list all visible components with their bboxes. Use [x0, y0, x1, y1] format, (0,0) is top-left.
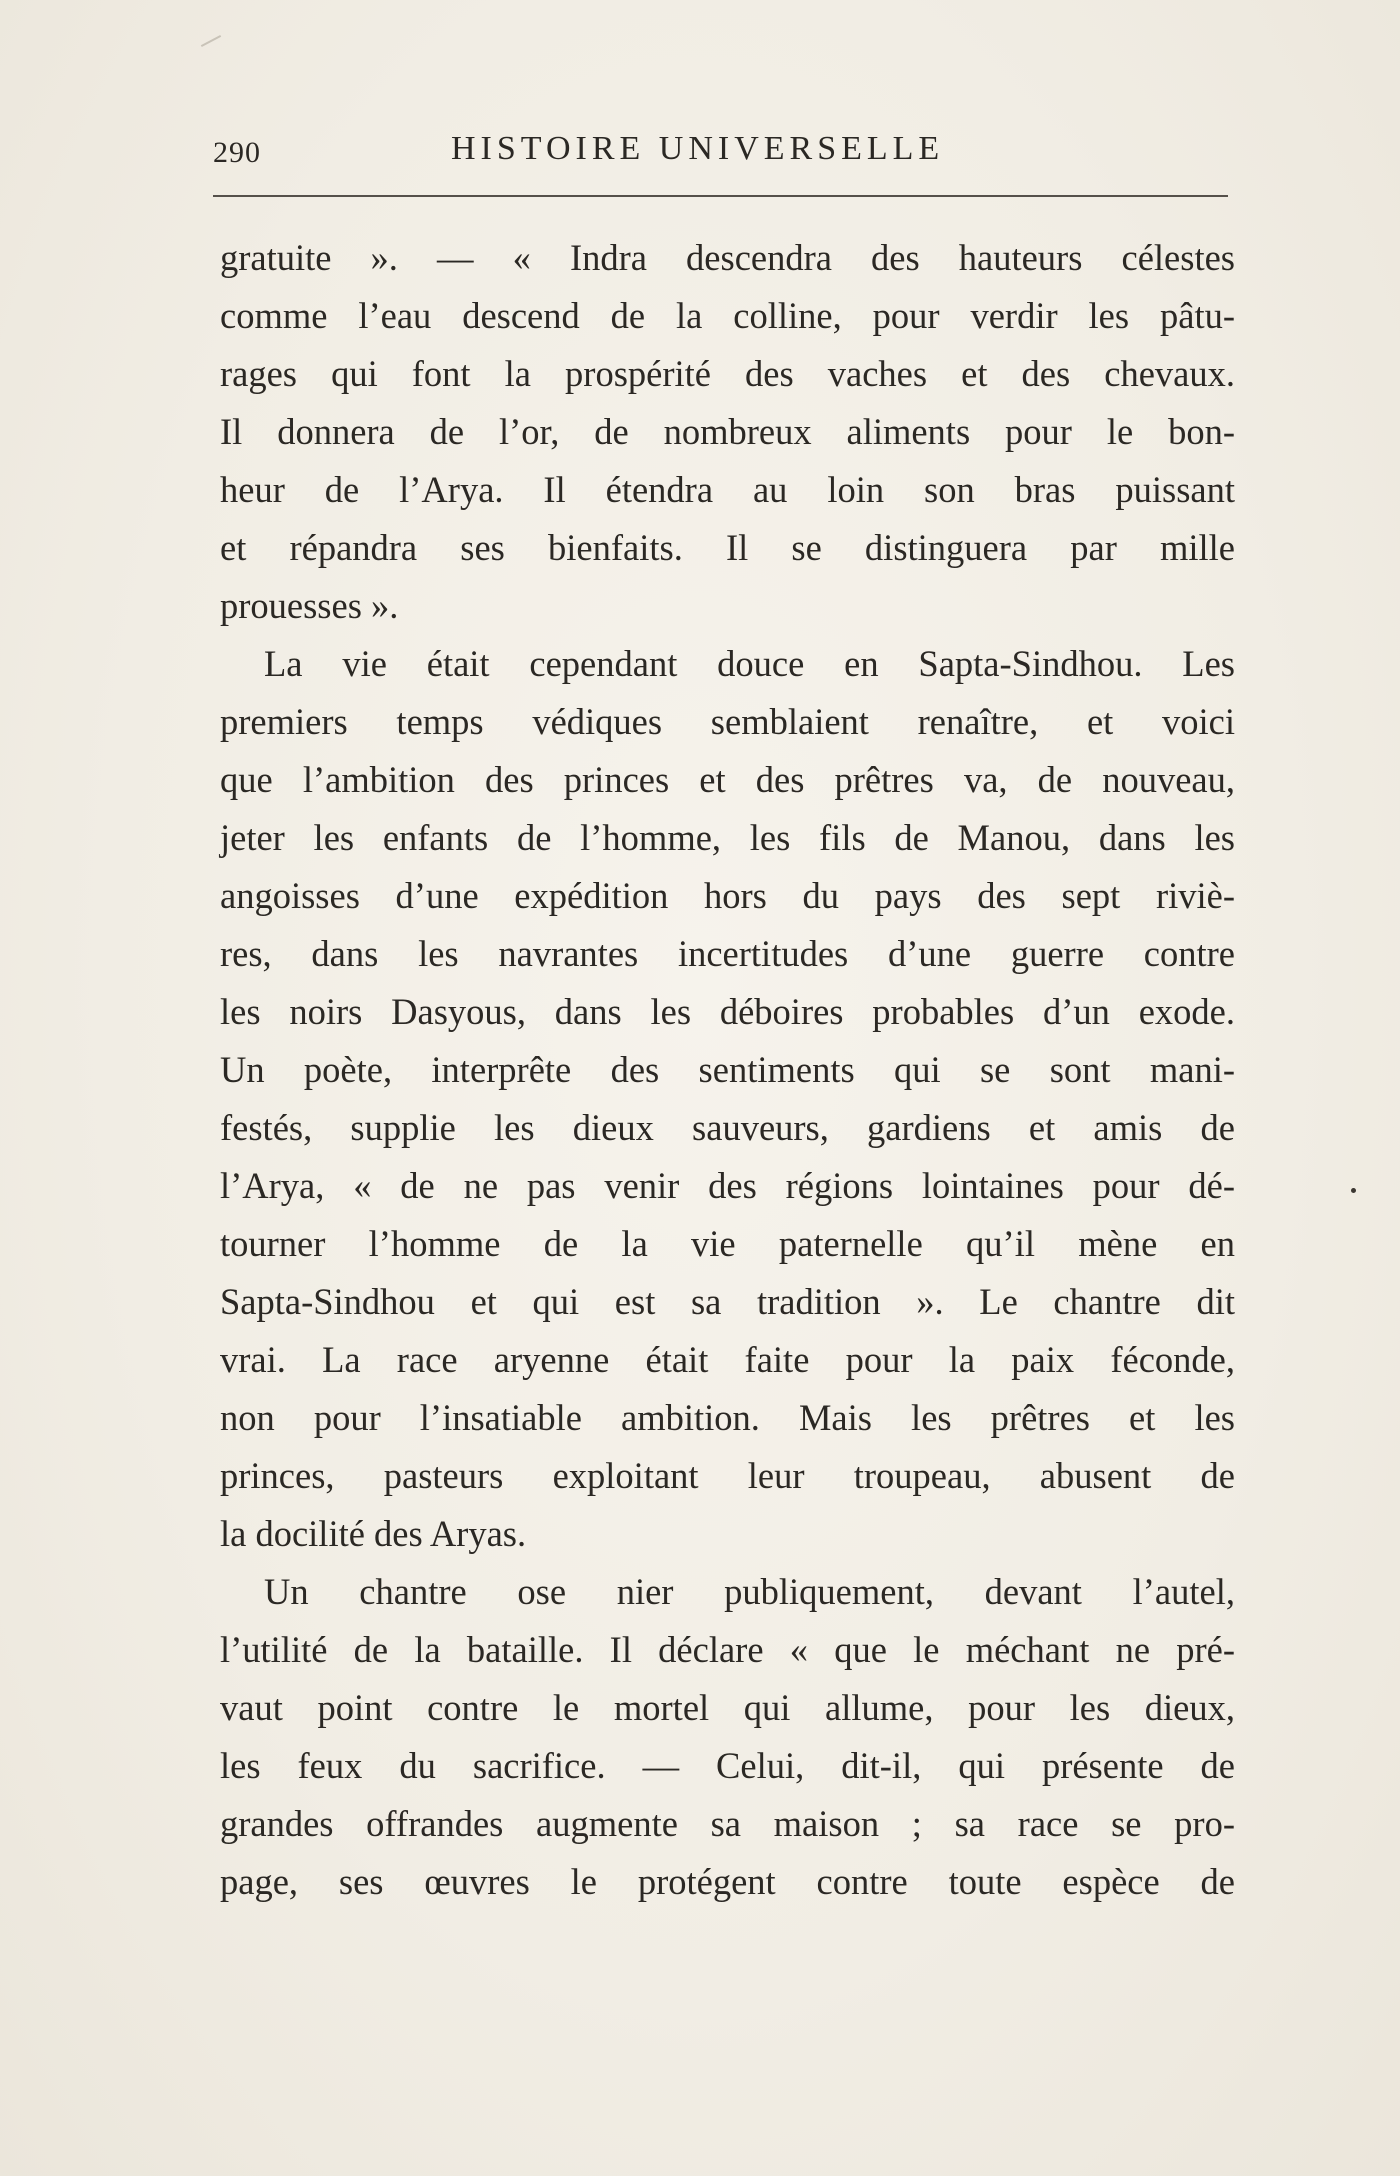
- text-line: page, ses œuvres le protégent contre toute espèce de: [220, 1861, 1235, 1902]
- text-line: res, dans les navrantes incertitudes d’une guerre contre: [220, 933, 1235, 974]
- text-line: comme l’eau descend de la colline, pour verdir les pâtu-: [220, 295, 1235, 336]
- text-line: l’utilité de la bataille. Il déclare « que le méchant ne pré-: [220, 1629, 1235, 1670]
- text-line: premiers temps védiques semblaient renaître, et voici: [220, 701, 1235, 742]
- text-line: prouesses ».: [220, 585, 399, 626]
- text-line: et répandra ses bienfaits. Il se distinguera par mille: [220, 527, 1235, 568]
- text-line: jeter les enfants de l’homme, les fils de Manou, dans les: [220, 817, 1235, 858]
- text-line: gratuite ». — « Indra descendra des hauteurs célestes: [220, 237, 1235, 278]
- text-line: la docilité des Aryas.: [220, 1513, 527, 1554]
- text-line: heur de l’Arya. Il étendra au loin son bras puissant: [220, 469, 1235, 510]
- text-line: non pour l’insatiable ambition. Mais les prêtres et les: [220, 1397, 1235, 1438]
- text-line: princes, pasteurs exploitant leur troupeau, abusent de: [220, 1455, 1235, 1496]
- text-line: l’Arya, « de ne pas venir des régions lointaines pour dé-: [220, 1165, 1235, 1206]
- running-title: HISTOIRE UNIVERSELLE: [451, 130, 945, 167]
- text-line: grandes offrandes augmente sa maison ; sa race se pro-: [220, 1803, 1235, 1844]
- text-line: festés, supplie les dieux sauveurs, gardiens et amis de: [220, 1107, 1235, 1148]
- page-number: 290: [213, 136, 261, 169]
- text-line: Un poète, interprête des sentiments qui se sont mani-: [220, 1049, 1235, 1090]
- text-line: les noirs Dasyous, dans les déboires probables d’un exode.: [220, 991, 1235, 1032]
- header-rule: [213, 195, 1228, 197]
- text-line: les feux du sacrifice. — Celui, dit-il, qui présente de: [220, 1745, 1235, 1786]
- text-line: vrai. La race aryenne était faite pour la paix féconde,: [220, 1339, 1235, 1380]
- text-line: tourner l’homme de la vie paternelle qu’il mène en: [220, 1223, 1235, 1264]
- ink-speck: [1351, 1188, 1356, 1193]
- paragraph-start-line: Un chantre ose nier publiquement, devant l’autel,: [264, 1571, 1235, 1612]
- running-head: [213, 126, 1228, 174]
- text-line: angoisses d’une expédition hors du pays des sept riviè-: [220, 875, 1235, 916]
- text-line: que l’ambition des princes et des prêtres va, de nouveau,: [220, 759, 1235, 800]
- text-line: Il donnera de l’or, de nombreux aliments pour le bon-: [220, 411, 1235, 452]
- text-line: vaut point contre le mortel qui allume, pour les dieux,: [220, 1687, 1235, 1728]
- pencil-mark: [201, 35, 221, 47]
- paragraph-start-line: La vie était cependant douce en Sapta-Sindhou. Les: [264, 643, 1235, 684]
- text-line: Sapta-Sindhou et qui est sa tradition ». Le chantre dit: [220, 1281, 1235, 1322]
- text-line: rages qui font la prospérité des vaches et des chevaux.: [220, 353, 1235, 394]
